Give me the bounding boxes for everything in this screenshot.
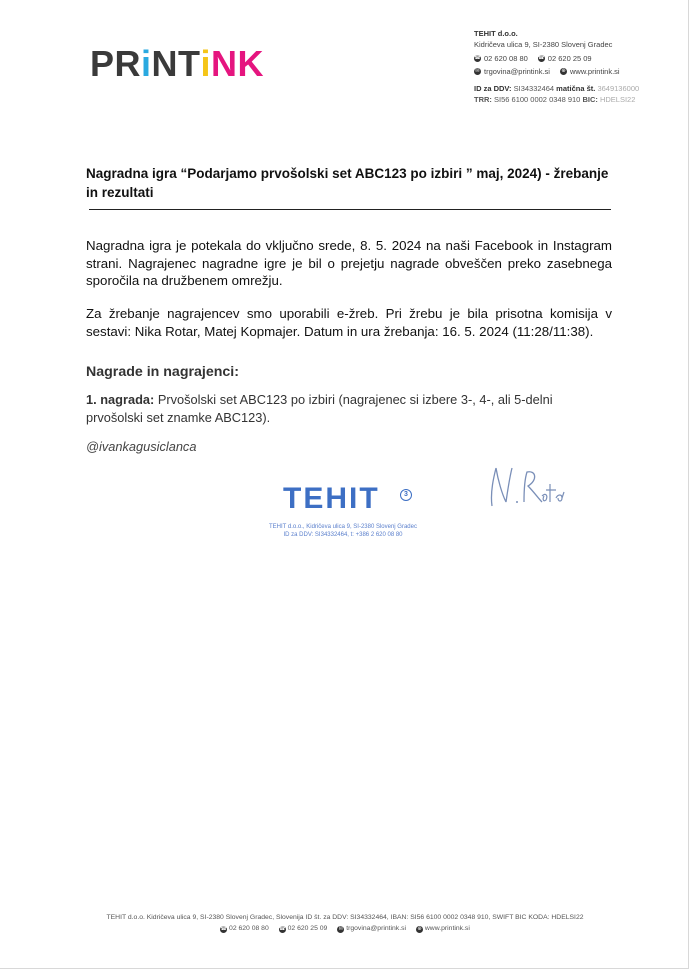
logo-part-i2: i: [200, 43, 212, 84]
footer-email-icon: ✉: [338, 926, 343, 932]
company-phone: 02 620 08 80: [484, 54, 528, 63]
logo-part-i1: i: [141, 43, 152, 84]
bic-value: HDELSI22: [599, 95, 636, 104]
reg-label: matična št.: [556, 84, 596, 93]
company-header: [474, 28, 639, 105]
stamp-line-1: TEHIT d.o.o., Kidričeva ulica 9, SI-2380 Slovenj Gradec: [269, 524, 417, 530]
logo-part-nk: NK: [211, 43, 265, 84]
phone-icon: ☎: [474, 55, 481, 61]
company-web[interactable]: www.printink.si: [569, 67, 620, 76]
title-divider: [89, 209, 611, 210]
footer-phone-icon: ☎: [220, 926, 227, 932]
company-address: Kidričeva ulica 9, SI-2380 Slovenj Gradec: [474, 40, 613, 49]
paragraph-draw-info: Za žrebanje nagrajencev smo uporabili e-žreb. Pri žrebu je bila prisotna komisija v sestavi: Nika Rotar, Matej Kopmajer. Datum in ura žrebanja: 16. 5. 2024 (11:28/11:38).: [86, 306, 612, 339]
email-icon: ✉: [475, 68, 480, 74]
footer-fax-icon: ☎: [279, 926, 286, 932]
page-footer: [0, 912, 690, 934]
reg-value: 3649136000: [597, 84, 640, 93]
company-fax: 02 620 25 09: [547, 54, 592, 63]
section-heading-prizes: Nagrade in nagrajenci:: [86, 364, 239, 380]
trr-label: TRR:: [474, 95, 492, 104]
company-name: TEHIT d.o.o.: [474, 29, 518, 38]
fax-icon: ☎: [538, 55, 545, 61]
prize-label: 1. nagrada:: [86, 392, 155, 407]
footer-email[interactable]: trgovina@printink.si: [346, 925, 406, 932]
vat-label: ID za DDV:: [474, 84, 512, 93]
stamp-text: [258, 523, 428, 539]
stamp-number: 3: [400, 489, 412, 501]
signature-image: [484, 462, 566, 514]
paragraph-game-info: Nagradna igra je potekala do vključno srede, 8. 5. 2024 na naši Facebook in Instagram strani. Nagrajenec nagradne igre je bil o prejetju nagrade obveščen preko zasebnega sporočila na družbenem omrežju.: [86, 238, 612, 288]
printink-logo: [90, 44, 264, 84]
logo-part-pr: PR: [90, 43, 142, 84]
vat-value: SI34332464: [513, 84, 555, 93]
logo-part-nt: NT: [151, 43, 201, 84]
company-email[interactable]: trgovina@printink.si: [484, 67, 550, 76]
tehit-stamp-logo: TEHIT: [283, 482, 380, 515]
web-icon: ⊕: [561, 68, 566, 74]
footer-web-icon: ⊕: [417, 926, 422, 932]
footer-company-line: TEHIT d.o.o. Kidričeva ulica 9, SI-2380 Slovenj Gradec, Slovenija ID št. za DDV: SI34332464, IBAN: SI56 6100 0002 0348 910, SWIFT BIC KODA: HDELSI22: [106, 914, 584, 921]
footer-fax: 02 620 25 09: [287, 925, 328, 932]
trr-value: SI56 6100 0002 0348 910: [494, 95, 581, 104]
prize-text: Prvošolski set ABC123 po izbiri (nagrajenec si izbere 3-, 4-, ali 5-delni prvošolski set znamke ABC123).: [86, 392, 553, 425]
stamp-line-2: ID za DDV: SI34332464, t: +386 2 620 08 80: [283, 532, 403, 538]
footer-web[interactable]: www.printink.si: [424, 925, 470, 932]
footer-phone: 02 620 08 80: [229, 925, 269, 932]
prize-item: [86, 391, 612, 427]
bic-label: BIC:: [582, 95, 598, 104]
document-title: Nagradna igra “Podarjamo prvošolski set ABC123 po izbiri ” maj, 2024) - žrebanje in rezultati: [86, 166, 609, 200]
winner-handle: @ivankagusiclanca: [86, 439, 197, 454]
